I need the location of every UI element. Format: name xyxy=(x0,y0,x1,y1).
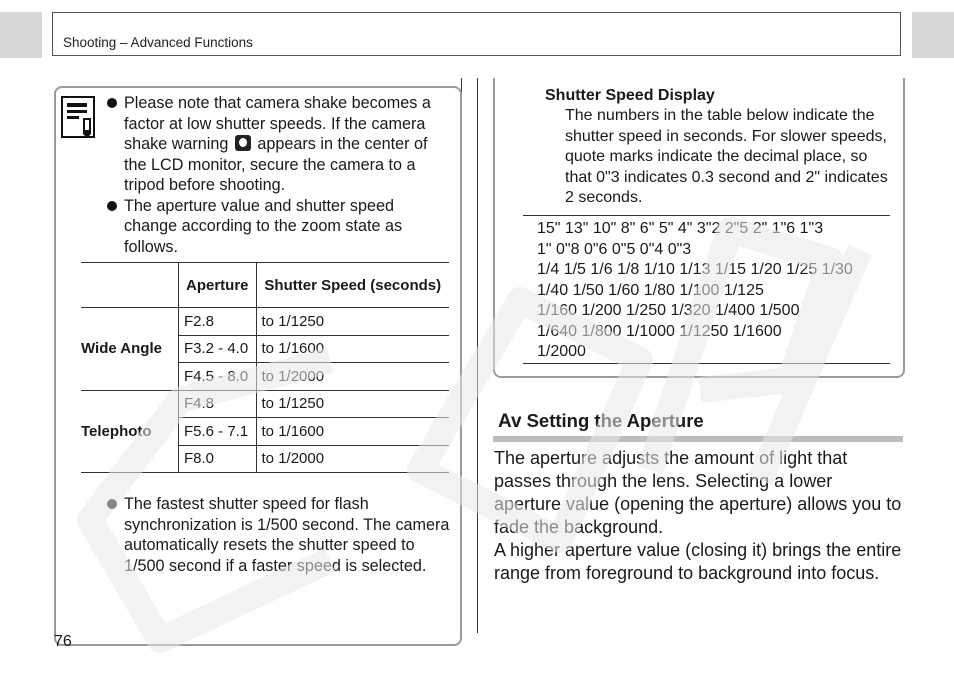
section-body xyxy=(494,447,904,585)
table-header-shutter-speed: Shutter Speed (seconds) xyxy=(256,263,449,308)
table-cell: to 1/1250 xyxy=(256,308,449,336)
table-group-label: Telephoto xyxy=(81,390,179,473)
shutter-speed-line: 15" 13" 10" 8" 6" 5" 4" 3"2 2"5 2" 1"6 1"3 xyxy=(537,220,824,237)
table-header-aperture: Aperture xyxy=(179,263,257,308)
note-bullets-bottom xyxy=(105,494,450,576)
table-cell: to 1/1250 xyxy=(256,390,449,418)
note-bullet-aperture: The aperture value and shutter speed change according to the zoom state as follows. xyxy=(105,196,450,258)
table-cell: F4.8 xyxy=(179,390,257,418)
section-title-text: Setting the Aperture xyxy=(526,410,704,431)
table-header-empty xyxy=(81,263,179,308)
table-cell: F8.0 xyxy=(179,445,257,473)
divider xyxy=(523,363,890,364)
corner-tab-right xyxy=(912,12,954,58)
camera-shake-warning-icon xyxy=(235,135,251,151)
table-cell: F2.8 xyxy=(179,308,257,336)
page-number: 76 xyxy=(54,633,72,650)
av-mode-icon: Av xyxy=(498,411,522,432)
shutter-speed-line: 1/640 1/800 1/1000 1/1250 1/1600 xyxy=(537,322,782,340)
table-cell: to 1/1600 xyxy=(256,418,449,446)
note-bullet-flash-sync: The fastest shutter speed for flash synchronization is 1/500 second. The camera automatically resets the shutter speed to 1/500 second if a faster speed is selected. xyxy=(105,494,450,576)
shutter-speed-display-description: The numbers in the table below indicate the shutter speed in seconds. For slower speeds, quote marks indicate the decimal place, so that 0"3 indicates 0.3 second and 2" indicates 2 seconds. xyxy=(565,107,888,206)
note-bullets-top xyxy=(105,93,450,257)
table-row xyxy=(81,308,449,336)
table-cell: to 1/1600 xyxy=(256,335,449,363)
shutter-speed-line: 1" 0"8 0"6 0"5 0"4 0"3 xyxy=(537,240,692,258)
body-paragraph: A higher aperture value (closing it) brings the entire range from foreground to background into focus. xyxy=(494,540,902,583)
table-group-label: Wide Angle xyxy=(81,308,179,391)
shutter-speed-display-title: Shutter Speed Display xyxy=(545,87,715,104)
table-cell: F4.5 - 8.0 xyxy=(179,363,257,391)
shutter-speed-line: 1/160 1/200 1/250 1/320 1/400 1/500 xyxy=(537,302,800,319)
aperture-table xyxy=(81,262,449,473)
shutter-speed-list xyxy=(537,219,892,363)
table-cell: to 1/2000 xyxy=(256,363,449,391)
section-title xyxy=(498,410,704,433)
section-underline xyxy=(493,436,903,442)
table-row xyxy=(81,390,449,418)
corner-tab-left xyxy=(0,12,42,58)
note-bullet-camera-shake: Please note that camera shake becomes a factor at low shutter speeds. If the camera shake warning appears in the center of the LCD monitor, secure the camera to a tripod before shooting. xyxy=(105,93,450,196)
shutter-speed-line: 1/4 1/5 1/6 1/8 1/10 1/13 1/15 1/20 1/25 1/30 xyxy=(537,261,853,278)
divider xyxy=(523,215,890,216)
table-cell: to 1/2000 xyxy=(256,445,449,473)
shutter-speed-line: 1/2000 xyxy=(537,343,586,360)
shutter-speed-line: 1/40 1/50 1/60 1/80 1/100 1/125 xyxy=(537,281,764,299)
body-paragraph: The aperture adjusts the amount of light that passes through the lens. Selecting a lower aperture value (opening the aperture) allows you to fade the background. xyxy=(494,448,902,537)
column-divider-right xyxy=(477,78,478,633)
note-icon xyxy=(61,96,95,138)
table-cell: F3.2 - 4.0 xyxy=(179,335,257,363)
table-cell: F5.6 - 7.1 xyxy=(179,418,257,446)
header-title: Shooting – Advanced Functions xyxy=(63,35,253,50)
page-header xyxy=(52,12,901,56)
